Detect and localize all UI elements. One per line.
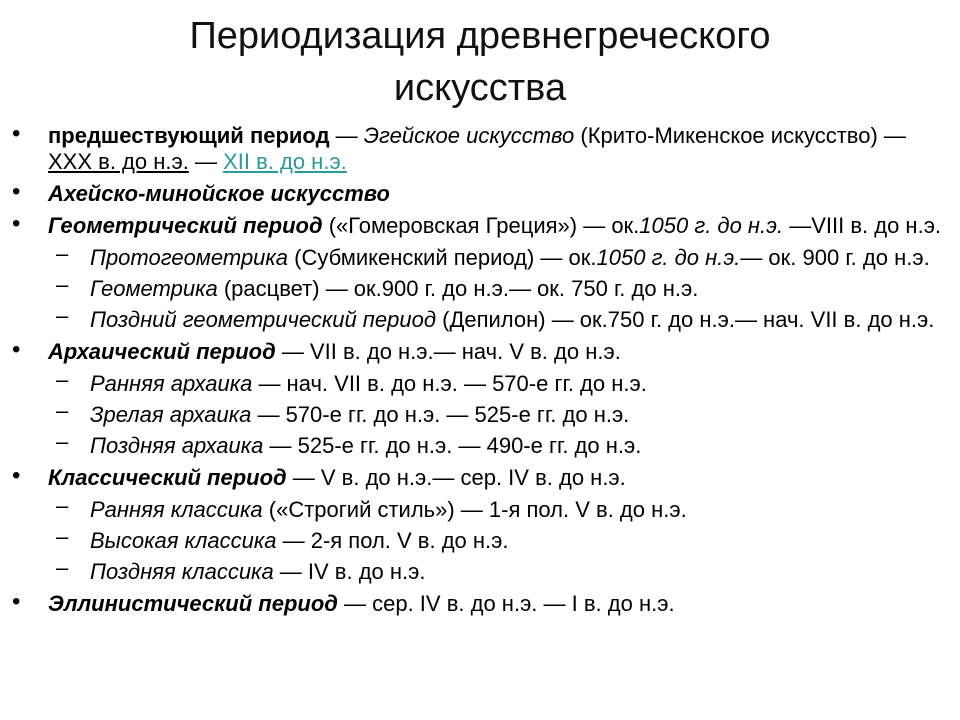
geometric-rest1: («Гомеровская Греция») — ок. bbox=[322, 213, 640, 238]
hellenistic-name: Эллинистический период bbox=[48, 591, 338, 616]
sub-name: Поздняя классика bbox=[90, 559, 274, 584]
sub-protogeometric bbox=[90, 245, 948, 271]
sub-rest: — 2-я пол. V в. до н.э. bbox=[276, 528, 509, 553]
sub-name: Высокая классика bbox=[90, 528, 277, 553]
pre-period-sep2: — bbox=[188, 149, 224, 174]
sub-name: Геометрика bbox=[90, 276, 218, 301]
bullet-archaic bbox=[48, 339, 948, 459]
bullet-hellenistic bbox=[48, 591, 948, 617]
sub-date: 1050 г. до н.э. bbox=[596, 245, 741, 270]
sub-name: Поздний геометрический период bbox=[90, 307, 437, 332]
hellenistic-rest: — сер. IV в. до н.э. — I в. до н.э. bbox=[337, 591, 675, 616]
achaean-name: Ахейско-минойское искусство bbox=[48, 181, 390, 206]
bullet-classical bbox=[48, 465, 948, 585]
sub-late-geometric bbox=[90, 307, 948, 333]
title-line-2: искусства bbox=[393, 67, 567, 109]
sub-rest: (расцвет) — ок.900 г. до н.э.— ок. 750 г. до н.э. bbox=[217, 276, 699, 301]
classical-rest: — V в. до н.э.— сер. IV в. до н.э. bbox=[286, 465, 626, 490]
sub-early-archaic bbox=[90, 371, 948, 397]
classical-subperiods bbox=[48, 497, 948, 585]
sub-early-classical bbox=[90, 497, 948, 523]
sub-rest2: — ок. 900 г. до н.э. bbox=[740, 245, 930, 270]
slide-title bbox=[0, 10, 960, 114]
bullet-achaean bbox=[48, 181, 948, 207]
geometric-date: 1050 г. до н.э. bbox=[639, 213, 784, 238]
geometric-name: Геометрический период bbox=[48, 213, 323, 238]
sub-rest: — IV в. до н.э. bbox=[273, 559, 426, 584]
bullet-geometric bbox=[48, 213, 948, 333]
sub-high-classical bbox=[90, 528, 948, 554]
periods-outline bbox=[48, 123, 948, 623]
sub-name: Зрелая архаика bbox=[90, 402, 252, 427]
sub-geometric bbox=[90, 276, 948, 302]
geometric-subperiods bbox=[48, 245, 948, 333]
sub-rest: — нач. VII в. до н.э. — 570-е гг. до н.э. bbox=[252, 371, 647, 396]
sub-name: Протогеометрика bbox=[90, 245, 289, 270]
title-line-1: Периодизация древнегреческого bbox=[189, 15, 771, 57]
pre-period-end-link[interactable]: XII в. до н.э. bbox=[223, 149, 347, 174]
sub-name: Ранняя архаика bbox=[90, 371, 253, 396]
aegean-art: Эгейское искусство bbox=[363, 123, 575, 148]
bullet-pre-period bbox=[48, 123, 948, 175]
sub-name: Поздняя архаика bbox=[90, 433, 264, 458]
sub-rest: («Строгий стиль») — 1-я пол. V в. до н.э. bbox=[262, 497, 687, 522]
pre-period-sep: — bbox=[329, 123, 364, 148]
sub-rest: (Субмикенский период) — ок. bbox=[288, 245, 597, 270]
archaic-rest: — VII в. до н.э.— нач. V в. до н.э. bbox=[275, 339, 621, 364]
pre-period-mid: (Крито-Микенское искусство) — bbox=[574, 123, 906, 148]
sub-name: Ранняя классика bbox=[90, 497, 263, 522]
sub-rest: (Депилон) — ок.750 г. до н.э.— нач. VII в. до н.э. bbox=[436, 307, 935, 332]
pre-period-name: предшествующий период bbox=[48, 123, 330, 148]
sub-late-archaic bbox=[90, 433, 948, 459]
archaic-name: Архаический период bbox=[48, 339, 276, 364]
sub-mature-archaic bbox=[90, 402, 948, 428]
geometric-rest2: —VIII в. до н.э. bbox=[783, 213, 942, 238]
sub-late-classical bbox=[90, 559, 948, 585]
pre-period-start: XXX в. до н.э. bbox=[48, 149, 189, 174]
sub-rest: — 570-е гг. до н.э. — 525-е гг. до н.э. bbox=[251, 402, 630, 427]
classical-name: Классический период bbox=[48, 465, 287, 490]
archaic-subperiods bbox=[48, 371, 948, 459]
sub-rest: — 525-е гг. до н.э. — 490-е гг. до н.э. bbox=[263, 433, 642, 458]
